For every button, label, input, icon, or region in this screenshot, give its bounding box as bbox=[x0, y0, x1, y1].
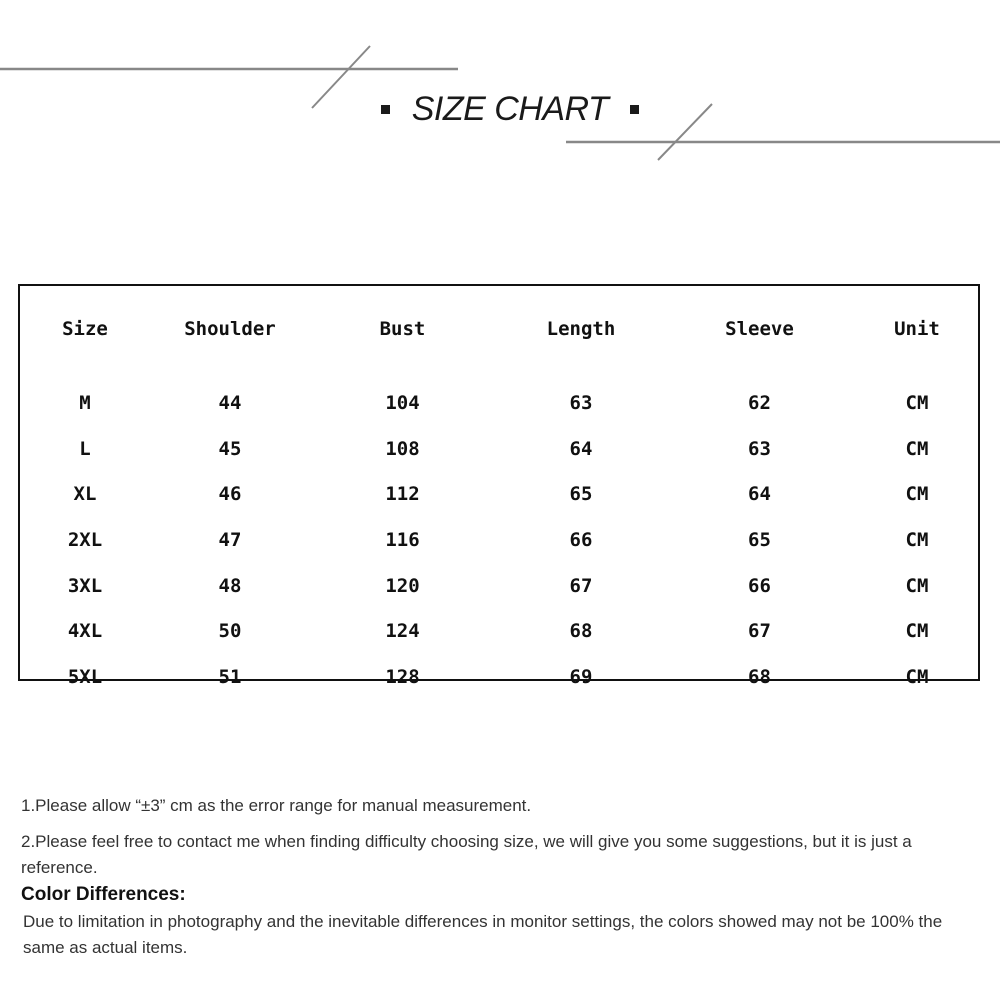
table-cell: 69 bbox=[569, 665, 593, 688]
table-cell: CM bbox=[905, 574, 929, 597]
table-row bbox=[20, 654, 982, 700]
table-cell: CM bbox=[905, 528, 929, 551]
table-cell: 66 bbox=[569, 528, 593, 551]
table-cell: 68 bbox=[748, 665, 771, 688]
table-row bbox=[20, 608, 982, 654]
title-block bbox=[360, 88, 660, 130]
table-cell: 64 bbox=[748, 483, 771, 506]
table-cell: 65 bbox=[748, 528, 771, 551]
table-cell: 51 bbox=[218, 665, 242, 688]
table-cell: 128 bbox=[385, 665, 420, 688]
table-cell: 62 bbox=[748, 392, 771, 414]
table-cell: 64 bbox=[569, 437, 593, 460]
column-header: Size bbox=[62, 318, 108, 340]
notes-section bbox=[21, 793, 986, 961]
table-cell: XL bbox=[73, 483, 97, 506]
table-cell: 108 bbox=[385, 437, 420, 460]
column-header: Shoulder bbox=[184, 318, 276, 340]
title-bullet-right bbox=[630, 105, 639, 114]
table-cell: 65 bbox=[569, 483, 593, 506]
size-advice-note: 2.Please feel free to contact me when finding difficulty choosing size, we will give you some suggestions, but it is just a reference. bbox=[21, 832, 912, 877]
table-cell: L bbox=[79, 437, 91, 460]
table-cell: CM bbox=[905, 437, 929, 460]
table-cell: M bbox=[79, 392, 91, 414]
size-table-frame bbox=[18, 284, 980, 688]
table-cell: 45 bbox=[218, 437, 242, 460]
color-differences-heading: Color Differences: bbox=[21, 884, 186, 905]
table-cell: CM bbox=[905, 620, 929, 643]
page-title: SIZE CHART bbox=[411, 89, 609, 128]
table-cell: 67 bbox=[748, 620, 771, 643]
column-header: Bust bbox=[379, 318, 426, 340]
table-cell: 50 bbox=[218, 620, 242, 643]
decor-slash-right bbox=[658, 104, 712, 160]
table-cell: 63 bbox=[748, 437, 771, 460]
table-cell: 68 bbox=[569, 620, 593, 643]
header-decoration bbox=[0, 0, 1000, 170]
table-row bbox=[20, 517, 982, 563]
title-bullet-left bbox=[381, 105, 390, 114]
table-row bbox=[20, 472, 982, 518]
table-cell: 116 bbox=[385, 528, 420, 551]
table-cell: 48 bbox=[218, 574, 242, 597]
table-cell: 46 bbox=[218, 483, 242, 506]
table-cell: 67 bbox=[569, 574, 593, 597]
column-header: Sleeve bbox=[725, 318, 794, 340]
table-cell: CM bbox=[905, 483, 929, 506]
table-cell: 104 bbox=[385, 392, 420, 414]
table-cell: 66 bbox=[748, 574, 771, 597]
table-cell: 44 bbox=[218, 392, 242, 414]
column-header: Length bbox=[546, 318, 616, 340]
table-cell: CM bbox=[905, 392, 929, 414]
table-cell: 63 bbox=[569, 392, 593, 414]
table-cell: 120 bbox=[385, 574, 420, 597]
table-row bbox=[20, 370, 982, 426]
measurement-note: 1.Please allow “±3” cm as the error range for manual measurement. bbox=[21, 796, 532, 815]
table-row bbox=[20, 563, 982, 609]
color-differences-text: Due to limitation in photography and the inevitable differences in monitor settings, the colors showed may not be 100% the same as actual items. bbox=[23, 912, 943, 957]
column-header: Unit bbox=[894, 318, 940, 340]
table-cell: 112 bbox=[385, 483, 420, 506]
table-cell: CM bbox=[905, 665, 929, 688]
table-cell: 2XL bbox=[67, 528, 103, 551]
table-cell: 5XL bbox=[67, 665, 103, 688]
table-header-row bbox=[20, 286, 982, 370]
table-cell: 124 bbox=[385, 620, 420, 643]
table-cell: 47 bbox=[218, 528, 242, 551]
table-cell: 3XL bbox=[67, 574, 103, 597]
size-table bbox=[20, 286, 982, 700]
table-cell: 4XL bbox=[67, 620, 103, 643]
table-row bbox=[20, 426, 982, 472]
